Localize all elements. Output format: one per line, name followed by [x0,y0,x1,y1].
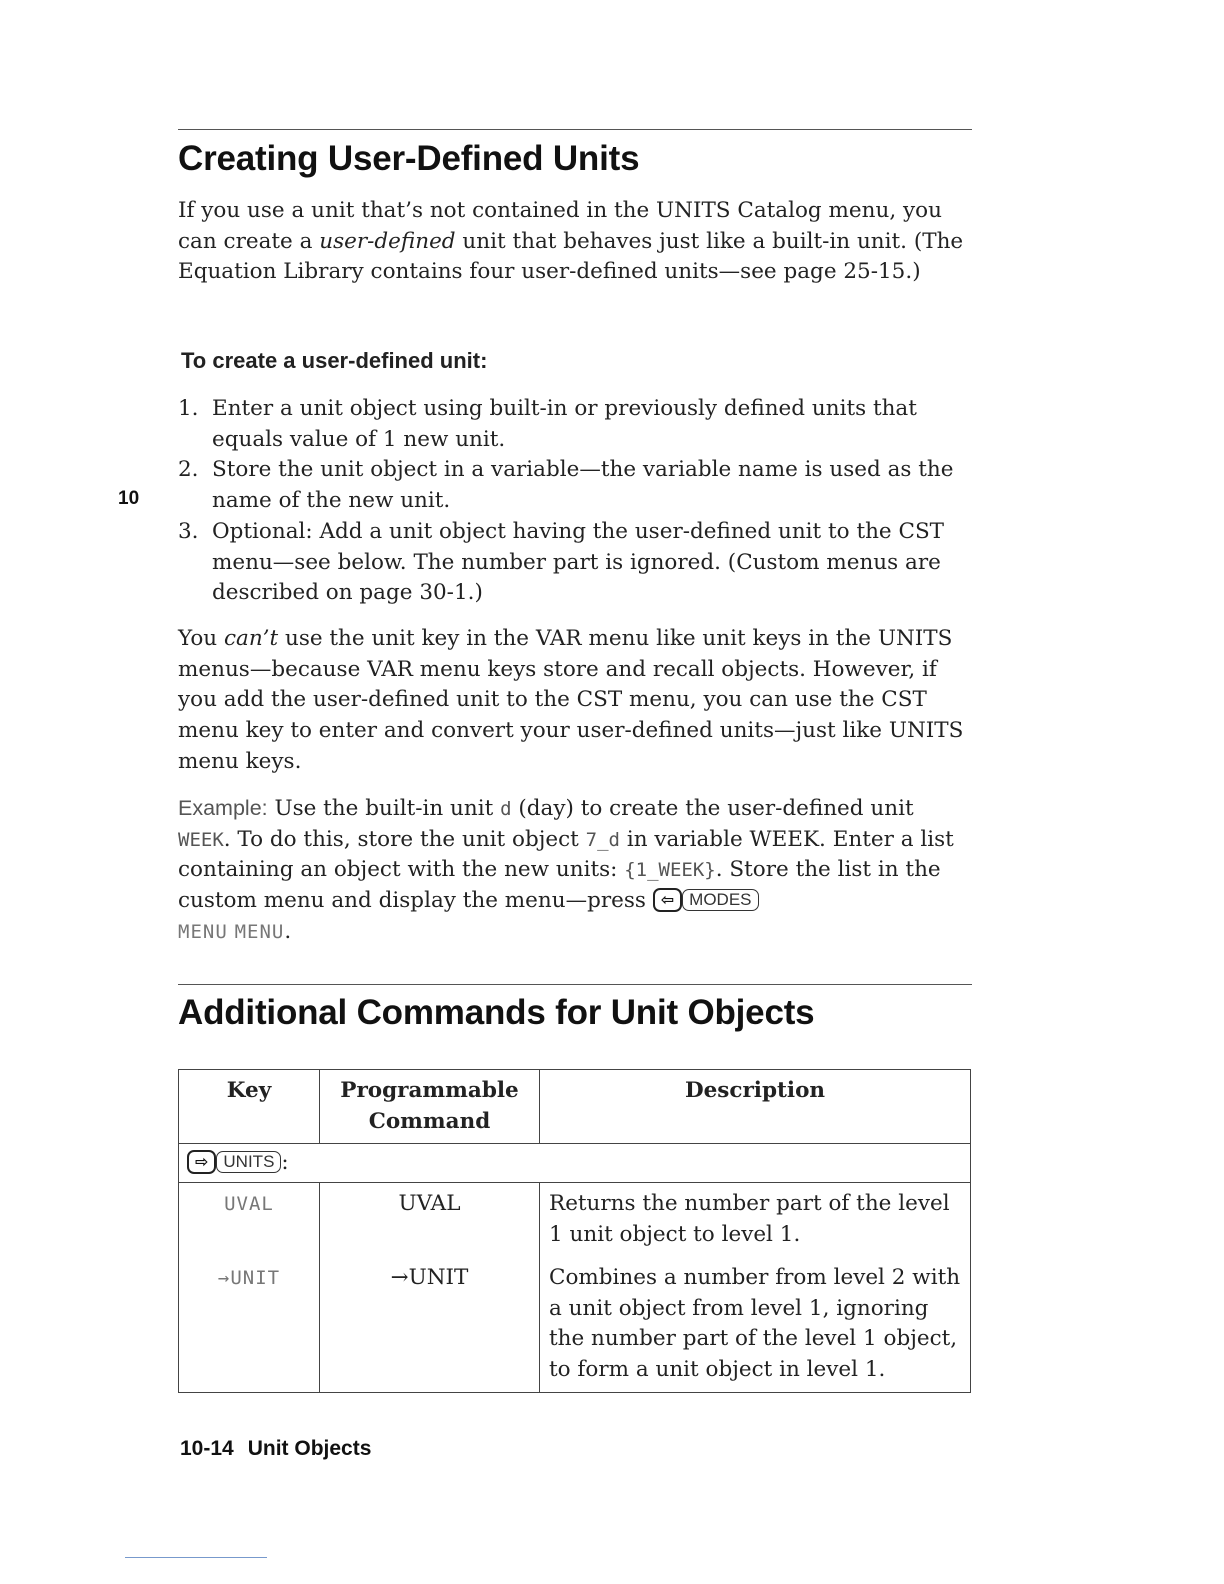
section-rule-top [178,129,972,130]
to-unit-softkey: →UNIT [217,1266,281,1289]
step-number: 1. [178,396,199,421]
table-row [179,1257,971,1392]
group-suffix: : [281,1150,289,1176]
row-command: →UNIT [320,1257,540,1392]
row-key [179,1183,320,1257]
commands-table [178,1069,971,1393]
step-text: Store the unit object in a variable—the variable name is used as the name of the new unit. [212,457,954,514]
unit-object-7d: 7_d [585,828,620,851]
step-item [178,517,968,609]
list-object: {1_WEEK} [624,859,716,882]
modes-key: MODES [682,889,758,911]
example-paragraph [178,793,968,948]
uval-softkey: UVAL [224,1193,274,1216]
intro-emphasis: user-defined [319,228,456,254]
right-shift-key-icon: ⇨ [187,1150,216,1174]
units-key: UNITS [216,1151,281,1173]
bottom-edge-line [125,1557,267,1558]
unit-d: d [500,798,512,820]
section-title-user-defined-units: Creating User-Defined Units [178,139,640,178]
page-number: 10-14 [180,1437,234,1460]
menu-softkey: MENU [178,920,228,943]
menu-softkey: MENU [234,920,285,943]
page-footer [180,1437,371,1461]
row-description: Returns the number part of the level 1 unit object to level 1. [540,1183,971,1257]
step-text: Enter a unit object using built-in or previously defined units that equals value of 1 new unit. [212,396,917,452]
header-key: Key [179,1070,320,1144]
row-description: Combines a number from level 2 with a unit object from level 1, ignoring the number part of the level 1 object, to form a unit object in level 1. [540,1257,971,1392]
intro-text-2: unit that behaves just like a built-in unit. (The Equation Library contains four user-defined units—see page 25-15.) [178,228,964,285]
table-row [179,1183,971,1257]
section-title-additional-commands: Additional Commands for Unit Objects [178,993,815,1032]
note-paragraph [178,624,968,778]
row-key [179,1257,320,1392]
group-cell [179,1144,971,1183]
step-item [178,394,968,455]
table-header-row [179,1070,971,1144]
step-number: 2. [178,457,199,483]
note-text-1: You [178,626,224,651]
step-text: Optional: Add a unit object having the user-defined unit to the CST menu—see below. The number part is ignored. (Custom menus are described on page 30-1.) [212,518,945,606]
header-command: Programmable Command [320,1070,540,1144]
row-command: UVAL [320,1183,540,1257]
procedure-heading: To create a user-defined unit: [181,348,488,373]
example-label: Example: [178,796,268,820]
chapter-tab: 10 [118,488,140,509]
intro-text-1: If you use a unit that’s not contained in the UNITS Catalog menu, you can create a [178,198,942,254]
example-text-1: Use the built-in unit [267,796,501,821]
note-text-2: use the unit key in the VAR menu like unit keys in the UNITS menus—because VAR menu keys store and recall objects. However, if you add the user-defined unit to the CST menu, you can use the CST menu key to enter and convert your user-defined units—just like UNITS menu keys. [178,626,964,774]
intro-paragraph [178,196,968,288]
example-text-3: . To do this, store the unit object [223,826,586,852]
example-text-2: (day) to create the user-defined unit [511,796,914,821]
example-text-6: . [284,918,292,944]
steps-list [178,394,968,609]
section-rule-bottom [178,984,972,985]
chapter-name: Unit Objects [247,1437,372,1460]
example-text-5: . Store the list in the custom menu and display the menu—press [178,857,941,914]
unit-week: WEEK [178,828,224,851]
table-group-row [179,1144,971,1183]
step-item [178,455,968,516]
note-emphasis: can’t [223,626,279,651]
header-description: Description [540,1070,971,1144]
left-shift-key-icon: ⇦ [653,888,682,912]
step-number: 3. [178,518,199,544]
example-text-4: in variable WEEK. Enter a list containing an object with the new units: [178,826,954,883]
